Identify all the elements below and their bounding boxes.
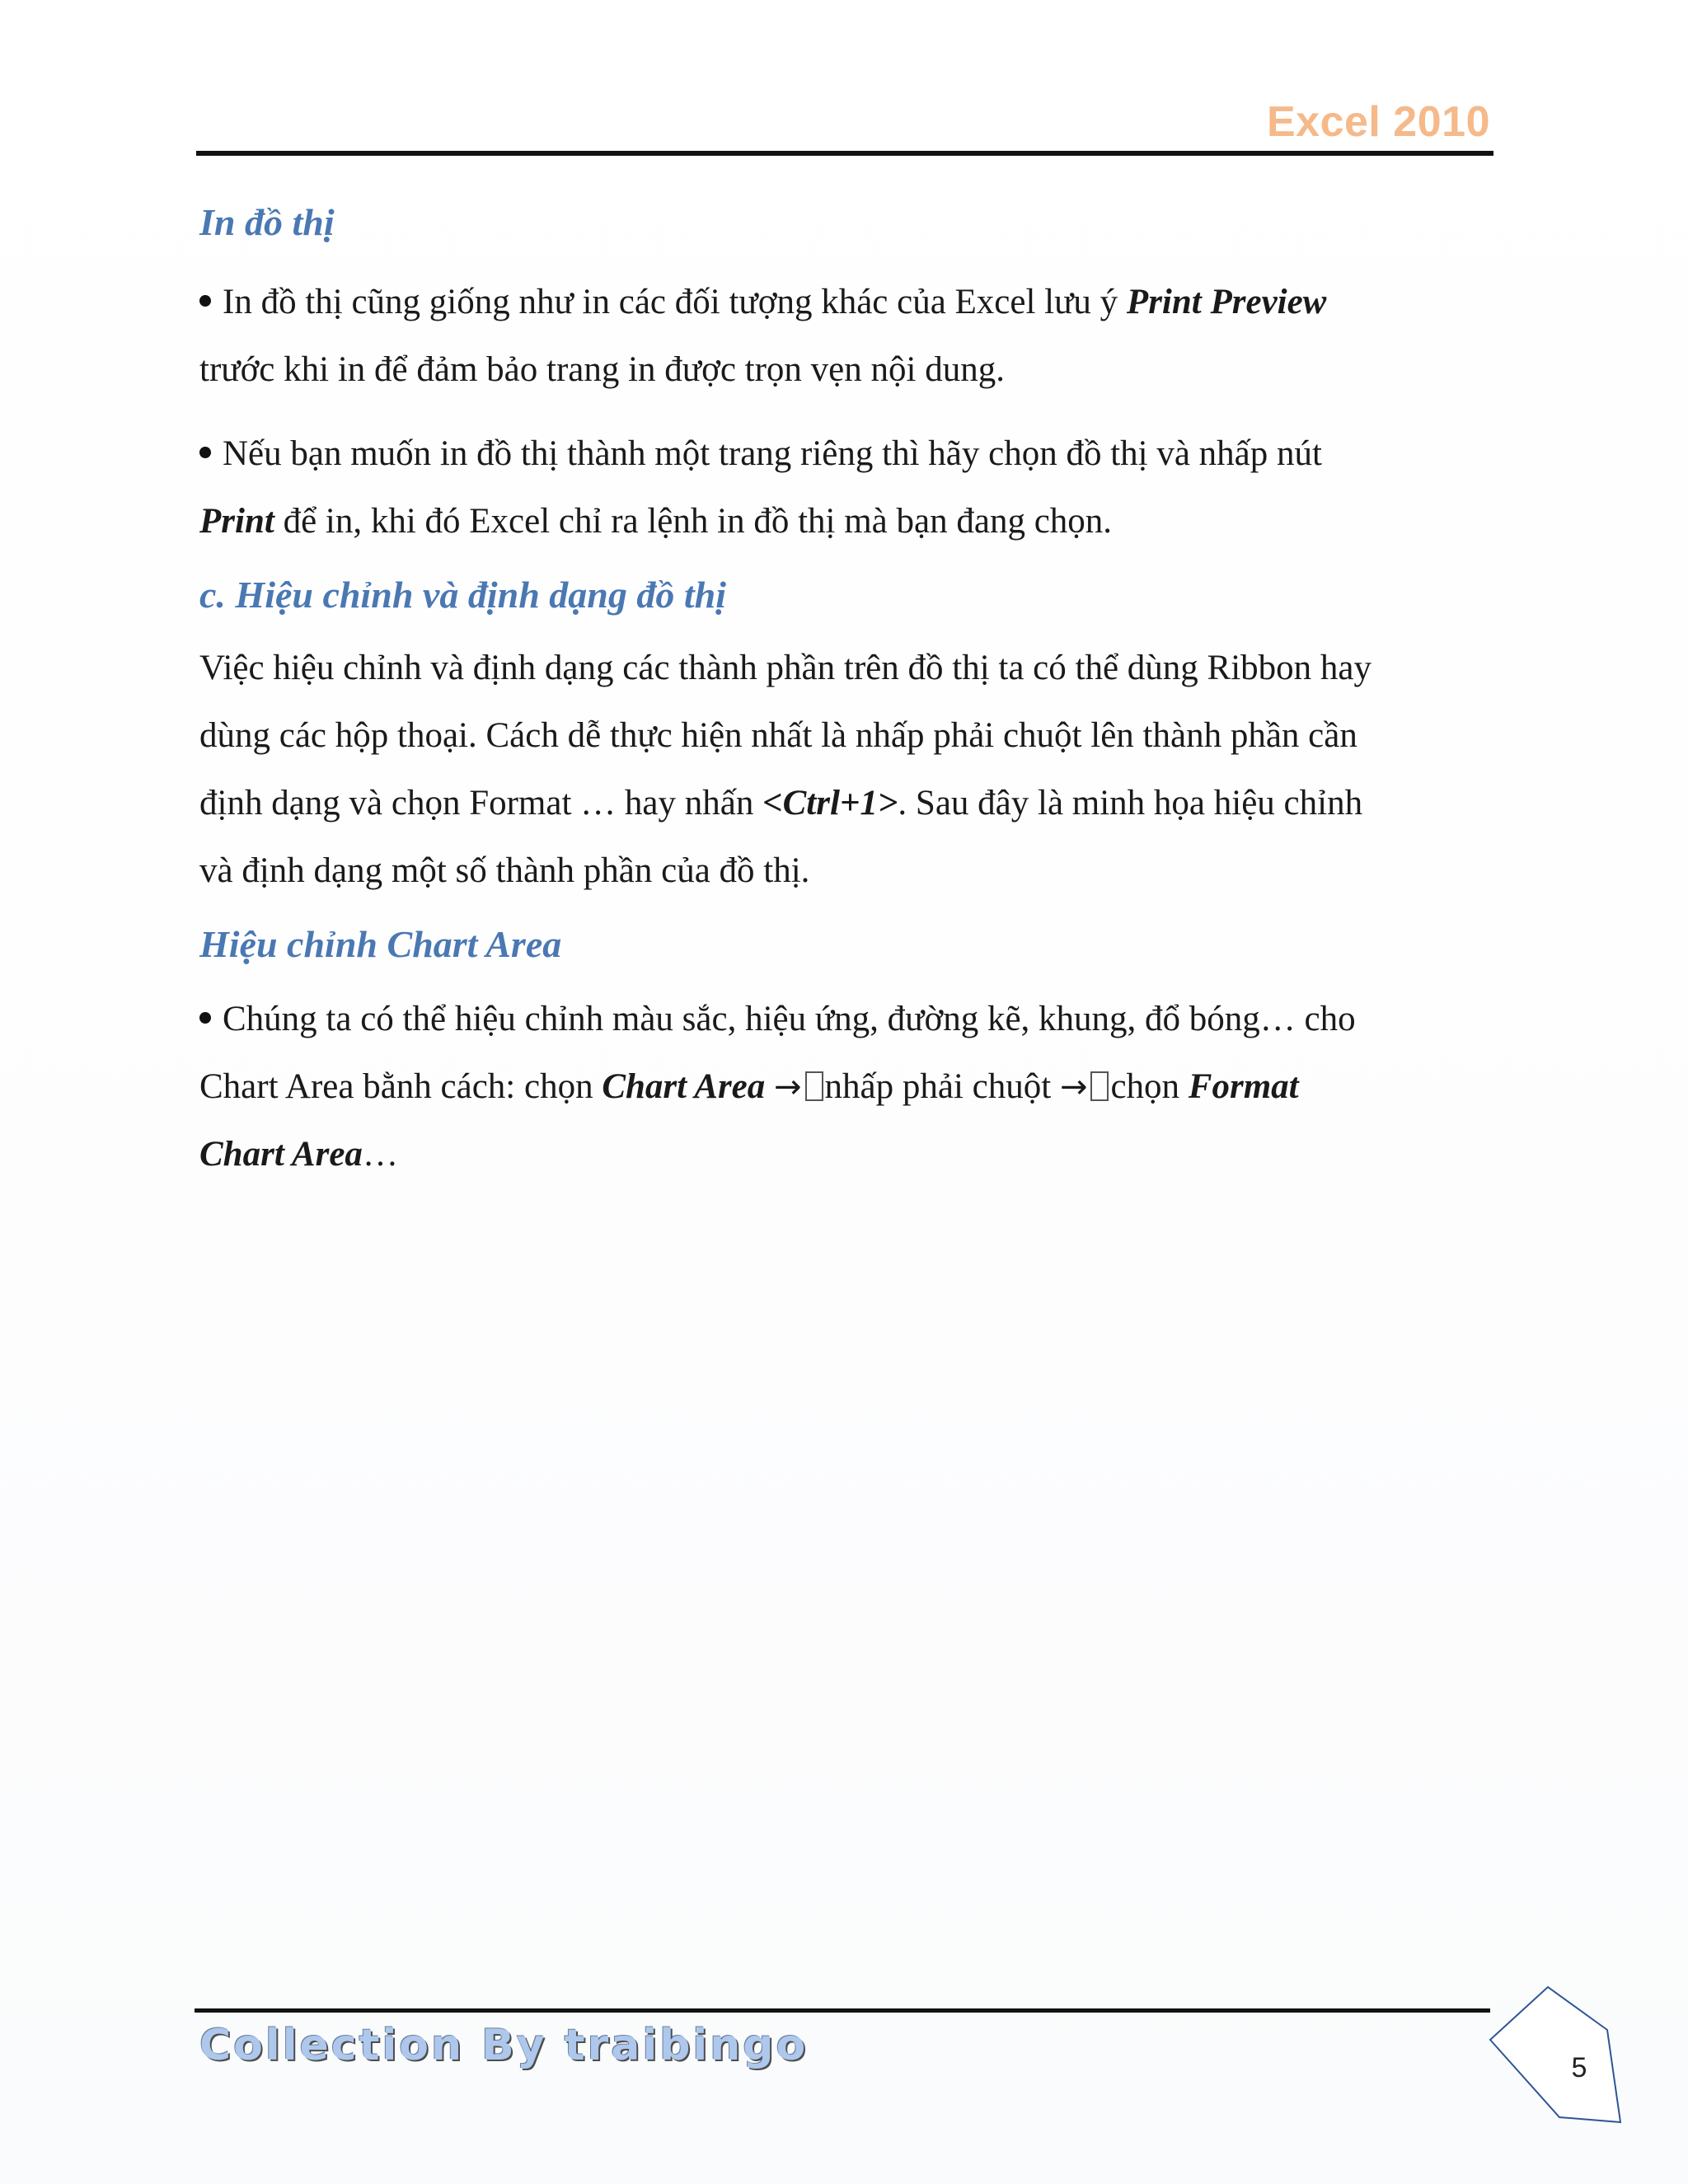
footer-rule <box>195 2008 1490 2013</box>
chart-area-line-2-middle: nhấp phải chuột <box>824 1067 1060 1106</box>
missing-glyph-icon <box>805 1071 823 1101</box>
missing-glyph-icon <box>1090 1071 1109 1101</box>
heading-edit-chart-area: Hiệu chỉnh Chart Area <box>199 923 562 965</box>
chart-area-emphasis-2: Chart Area <box>199 1135 363 1174</box>
print-bullet-2-continuation: để in, khi đó Excel chỉ ra lệnh in đồ thị mà bạn đang chọn. <box>274 502 1113 541</box>
page-number: 5 <box>1571 2052 1587 2083</box>
right-arrow-icon: → <box>1059 1068 1088 1106</box>
bullet-icon <box>199 1012 211 1024</box>
chart-area-line-2: Chart Area bằnh cách: chọn <box>199 1067 603 1106</box>
print-preview-emphasis: Print Preview <box>1126 283 1327 321</box>
heading-print-chart: In đồ thị <box>199 201 335 243</box>
bullet-icon <box>199 295 211 307</box>
heading-edit-format-chart: c. Hiệu chỉnh và định dạng đồ thị <box>199 574 727 616</box>
edit-paragraph-line-2: dùng các hộp thoại. Cách dễ thực hiện nhất là nhấp phải chuột lên thành phần cần <box>199 716 1357 755</box>
edit-paragraph-line-3: định dạng và chọn Format … hay nhấn <box>199 784 763 823</box>
bullet-icon <box>199 447 211 458</box>
format-emphasis: Format <box>1188 1067 1299 1106</box>
right-arrow-icon: → <box>774 1068 802 1106</box>
print-bullet-1-text: In đồ thị cũng giống như in các đối tượng khác của Excel lưu ý <box>223 283 1127 321</box>
footer-collection-text: Collection By traibingo <box>199 2021 809 2070</box>
edit-paragraph <box>199 635 1493 905</box>
print-bullet-2-text: Nếu bạn muốn in đồ thị thành một trang riêng thì hãy chọn đồ thị và nhấp nút <box>223 434 1322 473</box>
print-emphasis: Print <box>199 502 274 541</box>
print-bullet-1-continuation: trước khi in để đảm bảo trang in được trọn vẹn nội dung. <box>199 350 1005 389</box>
chart-area-line-2-tail: chọn <box>1110 1067 1189 1106</box>
edit-paragraph-line-4: và định dạng một số thành phần của đồ thị. <box>199 851 810 890</box>
chart-area-emphasis-1: Chart Area <box>602 1067 766 1106</box>
print-bullet-1 <box>199 269 1493 404</box>
chart-area-bullet <box>199 986 1493 1188</box>
edit-paragraph-line-1: Việc hiệu chỉnh và định dạng các thành phần trên đồ thị ta có thể dùng Ribbon hay <box>199 649 1372 687</box>
header-title: Excel 2010 <box>1266 98 1490 146</box>
header-rule <box>196 151 1493 156</box>
document-body <box>199 198 1493 1188</box>
ellipsis: … <box>362 1135 398 1174</box>
edit-paragraph-line-3-tail: . Sau đây là minh họa hiệu chỉnh <box>898 784 1363 823</box>
print-bullet-2 <box>199 420 1493 555</box>
chart-area-line-1: Chúng ta có thể hiệu chỉnh màu sắc, hiệu ứng, đường kẽ, khung, đổ bóng… cho <box>223 1000 1356 1038</box>
ctrl-1-shortcut: <Ctrl+1> <box>762 784 898 823</box>
